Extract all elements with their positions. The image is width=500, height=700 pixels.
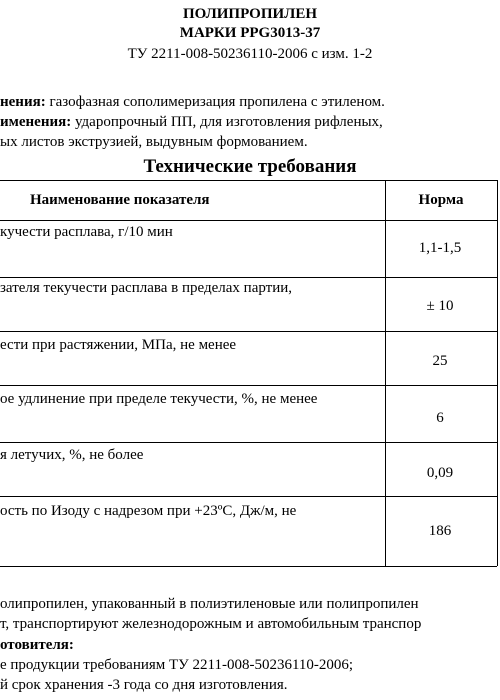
table-border (0, 442, 497, 443)
row-norm: 0,09 (426, 465, 454, 481)
column-header-name: Наименование показателя (30, 192, 210, 208)
row-norm: 6 (436, 410, 444, 426)
row-norm: 186 (428, 523, 452, 539)
row-norm: 25 (432, 353, 448, 369)
intro-label-1: нения: (0, 94, 46, 110)
title-line-2: МАРКИ PPG3013-37 (179, 25, 321, 41)
row-name: ость по Изоду с надрезом при +23ºС, Дж/м, не (0, 503, 297, 519)
table-border (0, 385, 497, 386)
intro-text-2: ударопрочный ПП, для изготовления рифленых, (71, 114, 383, 130)
row-norm: 1,1-1,5 (418, 240, 462, 256)
footer-line-1: олипропилен, упакованный в полиэтиленовые или полипропилен (0, 596, 419, 612)
row-name: ести при растяжении, МПа, не менее (0, 337, 237, 353)
table-border (385, 180, 386, 566)
tu-spec: ТУ 2211-008-50236110-2006 с изм. 1-2 (127, 46, 373, 62)
intro-line-1 (0, 94, 385, 111)
footer-line-4: е продукции требованиям ТУ 2211-008-50236110-2006; (0, 657, 354, 673)
footer-line-2: т, транспортируют железнодорожным и автомобильным транспор (0, 616, 422, 632)
row-name: ое удлинение при пределе текучести, %, не менее (0, 391, 318, 407)
footer-line-5: й срок хранения -3 года со дня изготовления. (0, 677, 288, 693)
row-name: кучести расплава, г/10 мин (0, 224, 173, 240)
table-border (0, 277, 497, 278)
table-border (0, 566, 497, 567)
intro-line-3: ых листов экструзией, выдувным формованием. (0, 134, 308, 150)
intro-text-1: газофазная сополимеризация пропилена с этиленом. (45, 94, 385, 110)
footer-line-3: отовителя: (0, 637, 74, 653)
table-border (0, 180, 497, 181)
table-border (0, 220, 497, 221)
table-border (0, 331, 497, 332)
row-norm: ± 10 (426, 298, 454, 314)
title-line-1: ПОЛИПРОПИЛЕН (182, 6, 318, 22)
table-border (497, 180, 498, 566)
section-title: Технические требования (143, 156, 357, 177)
table-border (0, 496, 497, 497)
column-header-norm: Норма (418, 192, 464, 208)
row-name: зателя текучести расплава в пределах партии, (0, 280, 293, 296)
intro-line-2 (0, 114, 383, 131)
row-name: я летучих, %, не более (0, 447, 144, 463)
intro-label-2: именения: (0, 114, 72, 130)
